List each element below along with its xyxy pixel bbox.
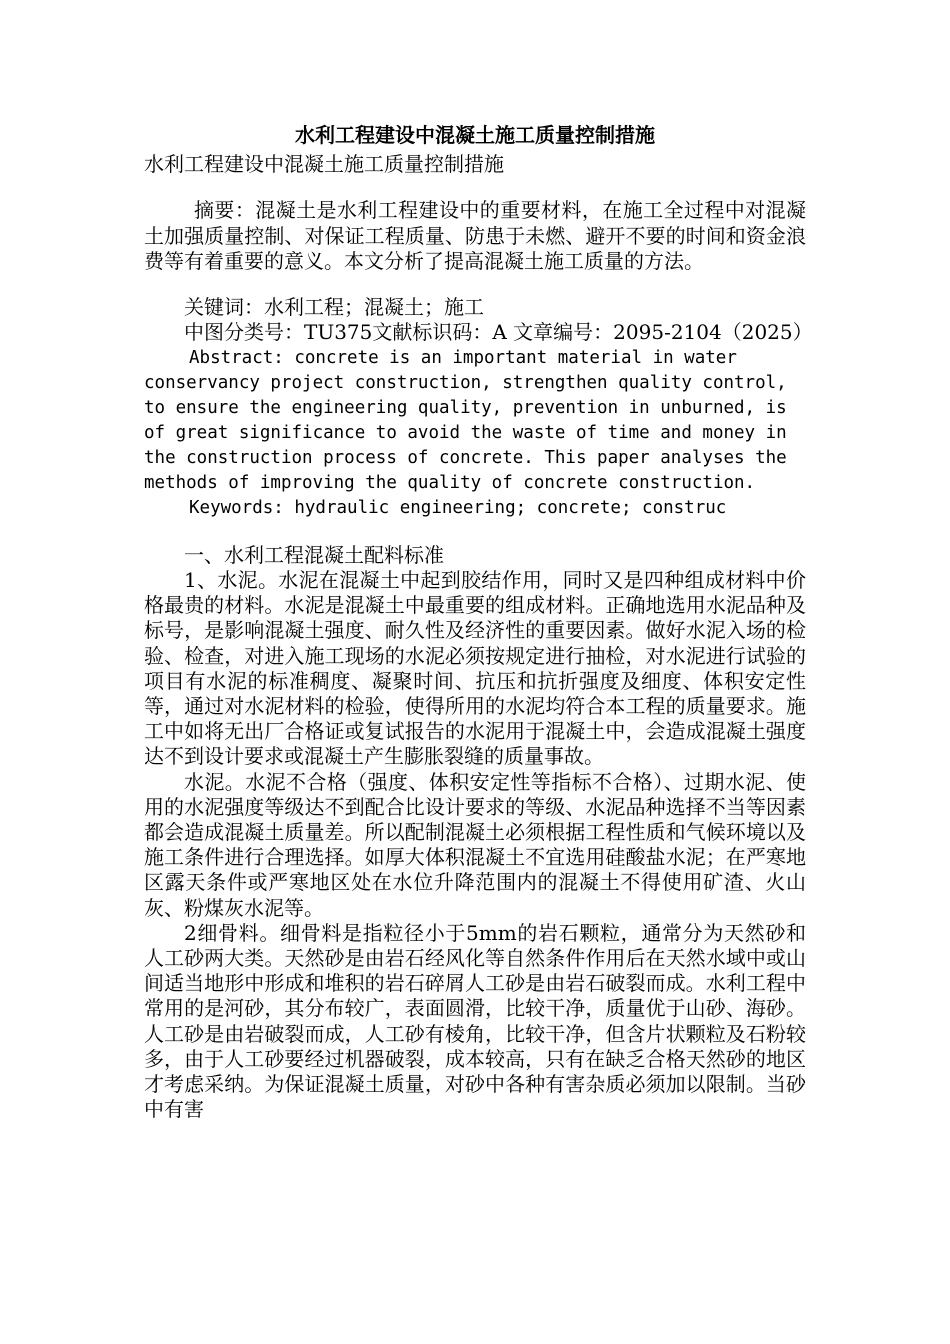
abstract-chinese: 摘要：混凝土是水利工程建设中的重要材料，在施工全过程中对混凝土加强质量控制、对保证工程质量、防患于未燃、避开不要的时间和资金浪费等有着重要的意义。本文分析了提高混凝土施工质量的方法。 [144,198,806,273]
abstract-english: Abstract: concrete is an important material in water conservancy project construction, strengthen quality control, to ensure the engineering quality, prevention in unburned, is of great significance to avoid the waste of time and money in the construction process of concrete. This paper analyses the methods of improving the quality of concrete construction. [144,347,787,493]
keywords-english: Keywords: hydraulic engineering; concrete; construc [189,497,727,518]
section-heading: 一、水利工程混凝土配料标准 [184,542,444,567]
paragraph-cement-quality: 水泥。水泥不合格（强度、体积安定性等指标不合格）、过期水泥、使用的水泥强度等级达不到配合比设计要求的等级、水泥品种选择不当等因素都会造成混凝土质量差。所以配制混凝土必须根据工程性质和气候环境以及施工条件进行合理选择。如厚大体积混凝土不宜选用硅酸盐水泥；在严寒地区露天条件或严寒地区处在水位升降范围内的混凝土不得使用矿渣、火山灰、粉煤灰水泥等。 [144,769,806,920]
document-page [144,120,813,1122]
document-title: 水利工程建设中混凝土施工质量控制措施 [295,123,655,147]
document-subtitle: 水利工程建设中混凝土施工质量控制措施 [144,152,504,176]
keywords-chinese: 关键词：水利工程；混凝土；施工 [184,294,484,319]
classification-info: 中图分类号：TU375文献标识码：A 文章编号：2095-2104（2025） [184,320,813,344]
paragraph-cement: 1、水泥。水泥在混凝土中起到胶结作用，同时又是四种组成材料中价格最贵的材料。水泥是混凝土中最重要的组成材料。正确地选用水泥品种及标号，是影响混凝土强度、耐久性及经济性的重要因素。做好水泥入场的检验、检查，对进入施工现场的水泥必须按规定进行抽检，对水泥进行试验的项目有水泥的标准稠度、凝聚时间、抗压和抗折强度及细度、体积安定性等，通过对水泥材料的检验，使得所用的水泥均符合本工程的质量要求。施工中如将无出厂合格证或复试报告的水泥用于混凝土中，会造成混凝土强度达不到设计要求或混凝土产生膨胀裂缝的质量事故。 [144,568,806,769]
paragraph-fine-aggregate: 2细骨料。细骨料是指粒径小于5mm的岩石颗粒，通常分为天然砂和人工砂两大类。天然砂是由岩石经风化等自然条件作用后在天然水域中或山间适当地形中形成和堆积的岩石碎屑人工砂是由岩石破裂而成。水利工程中常用的是河砂，其分布较广，表面圆滑，比较干净，质量优于山砂、海砂。人工砂是由岩破裂而成，人工砂有棱角，比较干净，但含片状颗粒及石粉较多，由于人工砂要经过机器破裂，成本较高，只有在缺乏合格天然砂的地区才考虑采纳。为保证混凝土质量，对砂中各种有害杂质必须加以限制。当砂中有害 [144,920,806,1122]
